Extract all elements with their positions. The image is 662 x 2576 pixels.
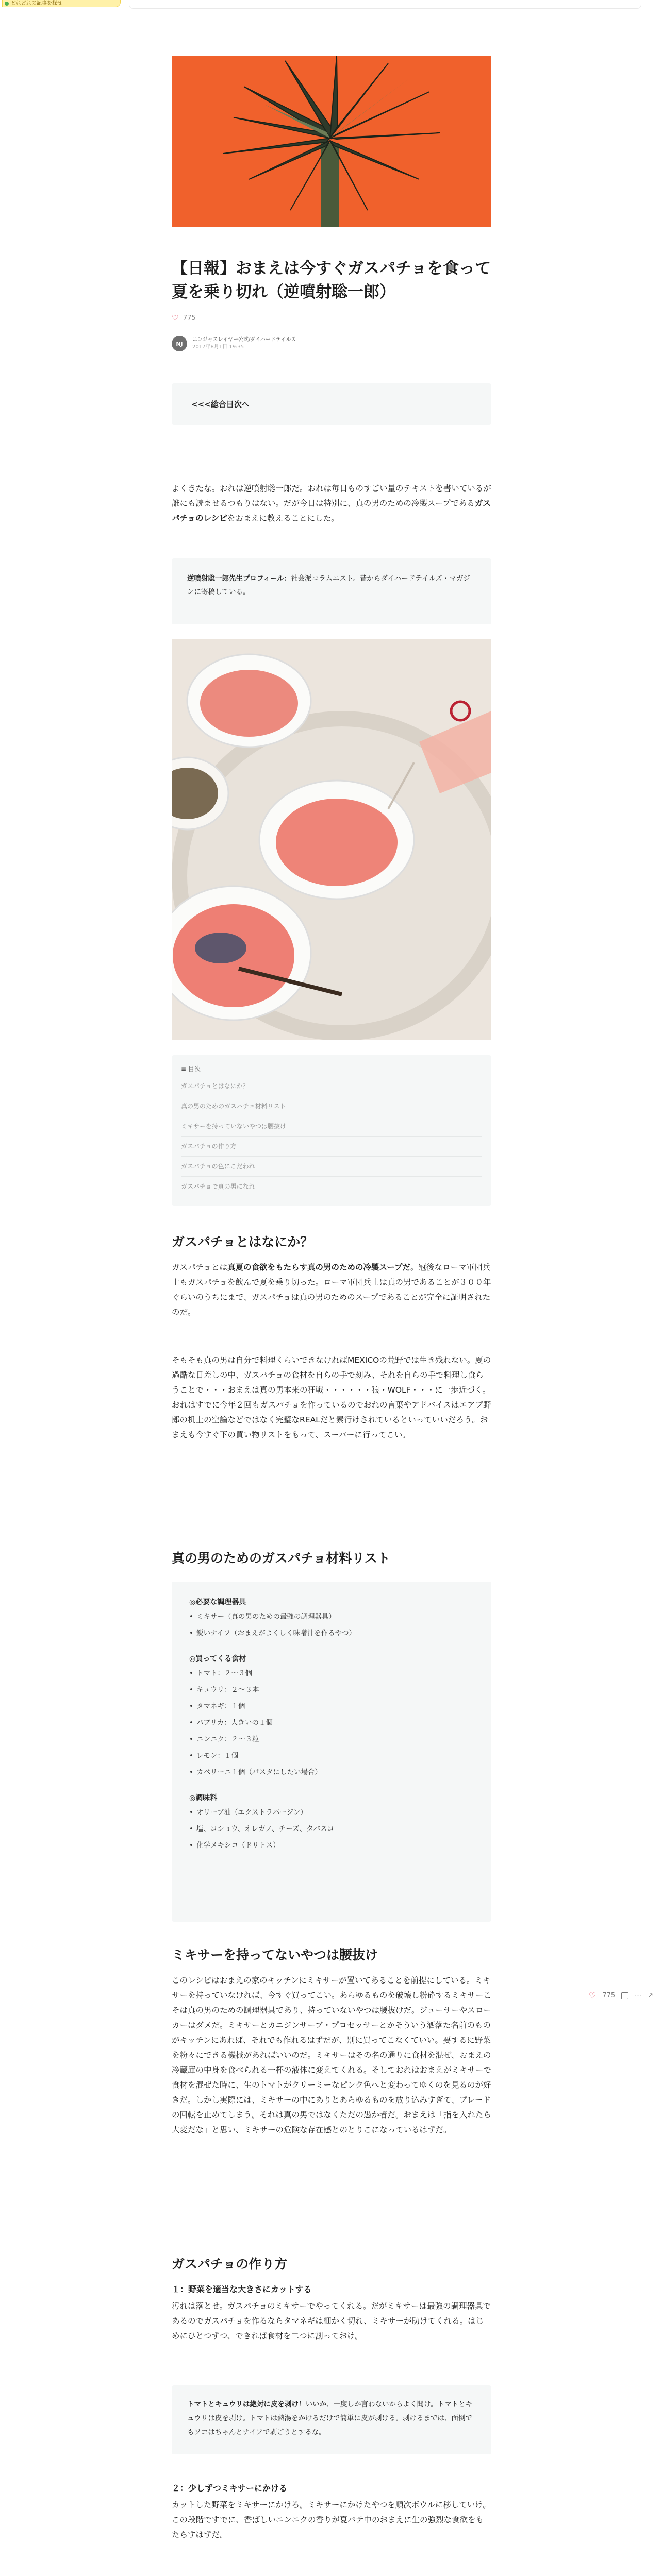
- header-outline: [129, 2, 641, 9]
- intro-text-c: をおまえに教えることにした。: [227, 514, 339, 523]
- author-row: [172, 334, 491, 353]
- heart-icon[interactable]: ♡: [589, 1991, 597, 2001]
- section-heading-how-to: ガスパチョの作り方: [172, 2257, 288, 2272]
- list-item: • レモン：１個: [189, 1748, 474, 1764]
- section-heading-mixer: ミキサーを持ってないやつは腰抜け: [172, 1947, 378, 1962]
- list-group-title: ◎必要な調理器具: [189, 1598, 246, 1606]
- intro-text-a: よくきたな。おれは逆噴射聡一郎だ。おれは毎日ものすごい量のテキストを書いているが誰にも読ませるつもりはない。だが今日は特別に、真の男のための冷製スープである: [172, 484, 491, 508]
- section1-paragraph2: そもそも真の男は自分で料理くらいできなければMEXICOの荒野では生き残れない。夏の過酷な日差しの中、ガスパチョの食材を自らの手で刻み、それを自らの手で料理し食らうことで・・・おまえは真の男本来の狂戦・・・・・・狼・WOLF・・・に一歩近づく。おれはすでに今年２回もガスパチョを作っているのでおれの言葉やアドバイスはエアブ野郎の机上の空論などではなく完璧なREALだと素行けされているといっていいだろう。おまえも今すぐ下の買い物リストをもって、スーパーに行ってこい。: [172, 1355, 491, 1439]
- list-item: • キュウリ：２〜３本: [189, 1682, 474, 1698]
- top-bar: [0, 0, 662, 9]
- profile-label: 逆噴射聡一郎先生プロフィール：: [187, 574, 291, 583]
- list-item: • パプリカ：大きいの１個: [189, 1715, 474, 1731]
- share-icon[interactable]: ↗: [648, 1992, 654, 1999]
- tip-bold: トマトとキュウリは絶対に皮を剥け: [187, 2400, 299, 2409]
- like-row: [172, 312, 491, 324]
- floating-like-count: 775: [602, 1992, 616, 1999]
- toc-item[interactable]: ガスパチョの作り方: [181, 1136, 482, 1156]
- tip-text: ！いいか、一度しか言わないからよく聞け。トマトとキュウリは皮を剥け。トマトは熱湯をかけるだけで簡単に皮が剥ける。剥けるまでは、面倒でもソコはちゃんとナイフで剥ごうとするな。: [187, 2400, 472, 2436]
- intro-paragraph: [172, 481, 491, 526]
- list-item: • 鋭いナイフ（おまえがよくしく味噌汁を作るやつ）: [189, 1625, 474, 1641]
- toc-heading[interactable]: ≡ 目次: [181, 1065, 201, 1073]
- s1-text-bold: 真夏の食欲をもたらす真の男のための冷製スープだ: [227, 1263, 410, 1272]
- author-avatar[interactable]: NJ: [172, 336, 187, 351]
- list-item: • カベリーニ１個（パスタにしたい場合）: [189, 1764, 474, 1781]
- section3-paragraph: このレシピはおまえの家のキッチンにミキサーが置いてあることを前提にしている。ミキサーを持っていなければ、今すぐ買ってこい。あらゆるものを破壊し粉砕するミキサーこそは真の男のための調理器具であり、持っていないやつは腰抜けだ。ジューサーやスローカーはダメだ。ミキサーとカニジンサーブ・プロセッサーとかそういう洒落た名前のものがキッチンにあれば、それでも作れるはずだが、別に買ってこなくていい。要するに野菜を粉々にできる機械があればいいのだ。ミキサーはその名の通りに食材を混ぜ、おまえの冷蔵庫の中身を食べられる一杯の液体に変えてくれる。そしておれはおまえがミキサーで食材を混ぜた時に、生のトマトがクリーミーなピンク色へと変わってゆくのを見るのが好きだ。しかし実際には、ミキサーの中にありとあらゆるものを放り込みすぎて、ブレードの回転を止めてしまう。それは真の男ではなくただの愚か者だ。おまえは「指を入れたら大変だな」と思い、ミキサーの危険な存在感とのとりこになっているはずだ。: [172, 1976, 492, 2134]
- back-to-index-box: [172, 383, 491, 425]
- list-item: • ミキサー（真の男のための最強の調理器具）: [189, 1608, 474, 1625]
- bookmark-icon[interactable]: [621, 1992, 628, 1999]
- hero-image: [172, 56, 491, 227]
- toc-item[interactable]: ミキサーを持っていないやつは腰抜け: [181, 1116, 482, 1136]
- list-item: • タマネギ：１個: [189, 1698, 474, 1715]
- s1-text-c: 。冠後なローマ軍団兵士もガスパチョを飲んで夏を乗り切った。ローマ軍団兵士は真の男であることが３００年ぐらいのうちにまで、ガスパチョは真の男のためのスープであることが完全に証明されたのだ。: [172, 1263, 491, 1317]
- intro-text-bold: ガスパチョのレシピ: [172, 499, 491, 523]
- status-dot-icon: [5, 2, 9, 6]
- list-item: • オリーブ油（エクストラバージン）: [189, 1804, 474, 1821]
- list-item: • 化学メキシコ（ドリトス）: [189, 1837, 474, 1854]
- profile-box: [172, 558, 491, 624]
- post-date: 2017年8月1日 19:35: [192, 344, 244, 350]
- palm-plant-illustration: [172, 56, 491, 227]
- list-group-title: ◎買ってくる食材: [189, 1655, 246, 1663]
- s1-text-a: ガスパチョとは: [172, 1263, 228, 1272]
- more-icon[interactable]: ⋯: [635, 1992, 642, 1999]
- gazpacho-photo: [172, 639, 491, 1040]
- toc-item[interactable]: ガスパチョの色にこだわれ: [181, 1156, 482, 1176]
- list-group-title: ◎調味料: [189, 1794, 218, 1802]
- author-name[interactable]: ニンジャスレイヤー公式/ダイハードテイルズ: [192, 337, 296, 343]
- section-heading-ingredients: 真の男のためのガスパチョ材料リスト: [172, 1551, 390, 1566]
- toc-item[interactable]: 真の男のためのガスパチョ材料リスト: [181, 1096, 482, 1116]
- ingredient-list-box: [172, 1582, 491, 1922]
- notification-text: どれどれの記事を探せ: [11, 1, 62, 6]
- list-item: • 塩、コショウ、オレガノ、チーズ、タバスコ: [189, 1821, 474, 1837]
- article-title: 【日報】おまえは今すぐガスパチョを食って夏を乗り切れ（逆噴射聡一郎）: [172, 259, 491, 301]
- like-count: 775: [183, 314, 196, 322]
- list-item: • トマト：２〜３個: [189, 1665, 474, 1682]
- gazpacho-bowls-illustration: [172, 639, 491, 1040]
- toc-item[interactable]: ガスパチョとはなにか？: [181, 1076, 482, 1096]
- toc-item[interactable]: ガスパチョで真の男になれ: [181, 1176, 482, 1196]
- notification-pill[interactable]: [2, 0, 121, 7]
- tip-box: [172, 2385, 491, 2454]
- list-item: • ニンニク：２〜３粒: [189, 1731, 474, 1748]
- step1-title: １：野菜を適当な大きさにカットする: [172, 2284, 312, 2294]
- floating-action-bar: [589, 1991, 653, 2001]
- step2-title: ２：少しずつミキサーにかける: [172, 2483, 288, 2493]
- heart-icon[interactable]: ♡: [172, 313, 179, 323]
- section-heading-what-is: ガスパチョとはなにか？: [172, 1234, 313, 1249]
- step1-text: 汚れは落とせ。ガスパチョのミキサーでやってくれる。だがミキサーは最強の調理器具であるのでガスパチョを作るならタマネギは細かく切れ、ミキサーが助けてくれる。はじめにひとつずつ、できれば食材を二つに割っておけ。: [172, 2301, 491, 2341]
- profile-text: 社会派コラムニスト。昔からダイハードテイルズ・マガジンに寄稿している。: [187, 574, 470, 596]
- back-to-index-link[interactable]: <<<総合目次へ: [191, 400, 250, 409]
- table-of-contents: [172, 1055, 491, 1206]
- step2-text: カットした野菜をミキサーにかけろ。ミキサーにかけたやつを順次ボウルに移していけ。この段階ですでに、香ばしいニンニクの香りが夏バテ中のおまえに生の強烈な食欲をもたらすはずだ。: [172, 2500, 491, 2539]
- section1-paragraph1: [172, 1260, 491, 1320]
